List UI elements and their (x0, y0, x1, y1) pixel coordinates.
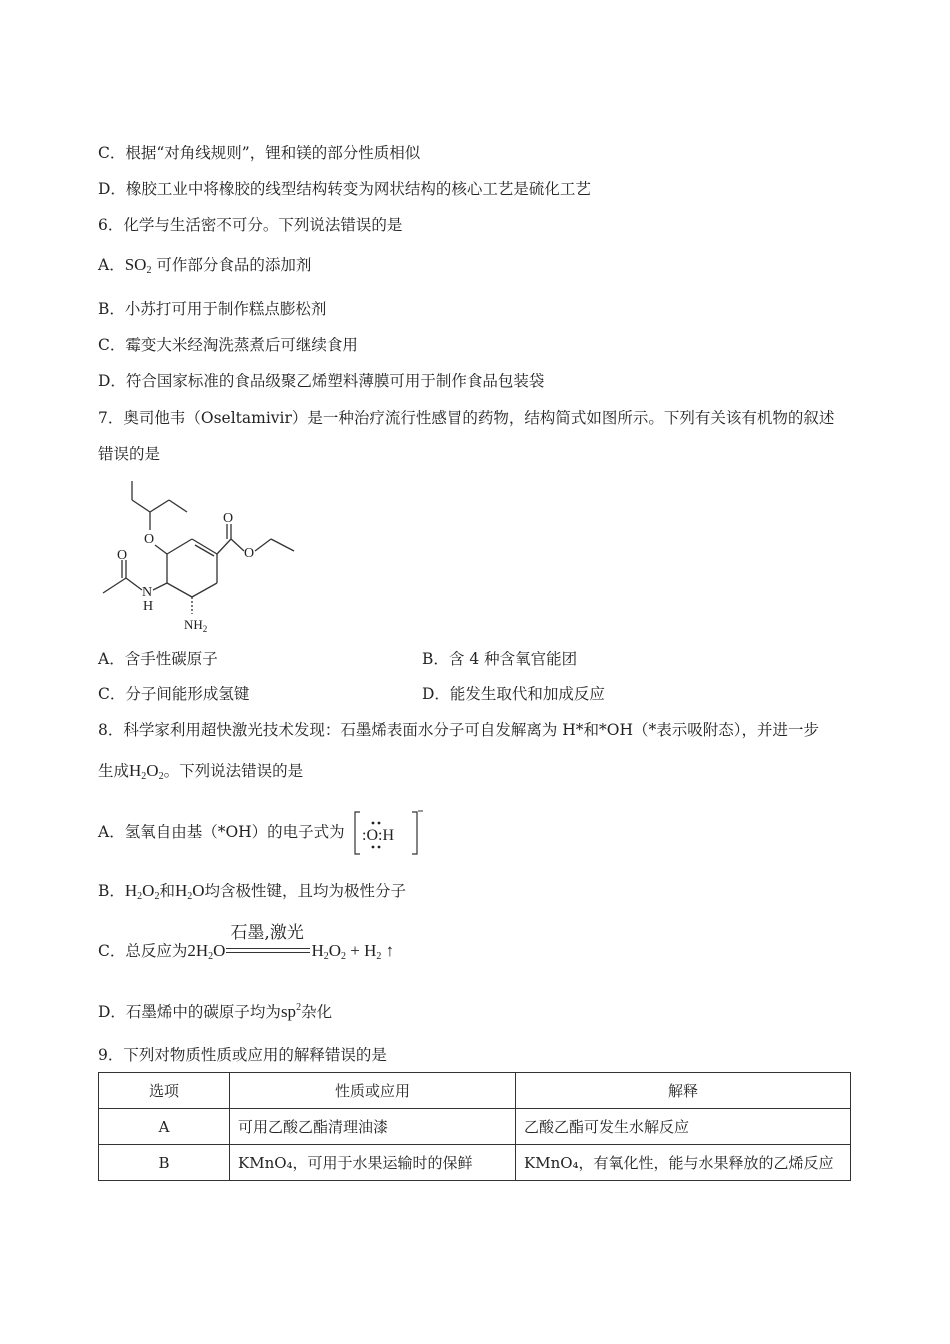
q7-stem-line2: 错误的是 (98, 445, 161, 463)
cell-property: KMnO₄，可用于水果运输时的保鲜 (230, 1145, 516, 1181)
hydroxyl-electron-dot (352, 808, 424, 858)
header-explanation: 解释 (516, 1073, 851, 1109)
q8-a-prefix: A．氢氧自由基（*OH）的电子式为 (98, 823, 345, 841)
h2o2-formula-b: $H_2O_2$ (124, 881, 160, 902)
table-row (99, 1145, 851, 1181)
q8-stem2-prefix: 生成 (98, 762, 130, 780)
q6-option-d: D．符合国家标准的食品级聚乙烯塑料薄膜可用于制作食品包装袋 (98, 372, 545, 390)
q8-d-prefix: D．石墨烯中的碳原子均为 (98, 1003, 281, 1021)
q8-option-a (98, 820, 345, 842)
products: $H_2O_2 + H_2$ ↑ (311, 941, 395, 962)
q7-option-d: D．能发生取代和加成反应 (422, 685, 605, 703)
q8-c-prefix: C．总反应为 (98, 942, 188, 960)
q8-stem-line1: 8．科学家利用超快激光技术发现：石墨烯表面水分子可自发解离为 H*和*OH（*表示吸附态），并进一步 (98, 721, 820, 739)
header-property: 性质或应用 (230, 1073, 516, 1109)
reactant-2h2o: $2H_2O$ (187, 941, 226, 962)
q6-option-a (98, 253, 311, 276)
cell-property: 可用乙酸乙酯清理油漆 (230, 1109, 516, 1145)
q8-b-mid: 和 (159, 882, 175, 900)
q9-stem: 9．下列对物质性质或应用的解释错误的是 (98, 1046, 387, 1064)
o-amide-label: O (117, 548, 128, 563)
nh2-subscript: 2 (202, 624, 208, 634)
q5-option-d: D．橡胶工业中将橡胶的线型结构转变为网状结构的核心工艺是硫化工艺 (98, 180, 591, 198)
q8-d-suffix: 杂化 (301, 1003, 333, 1021)
q7-option-c: C．分子间能形成氢键 (98, 685, 250, 703)
so2-subscript: 2 (146, 265, 152, 276)
oseltamivir-structure (95, 472, 310, 637)
h-amide-label: H (143, 599, 154, 614)
o-ether-label: O (144, 532, 155, 547)
q7-option-b: B．含 4 种含氧官能团 (422, 650, 578, 668)
h2o-formula-b: $H_2O$ (174, 881, 205, 902)
table-row (99, 1109, 851, 1145)
nh2-label (184, 617, 207, 634)
electron-dot-formula: :O:H (362, 827, 394, 844)
nh2-text: NH (184, 617, 203, 632)
q8-option-b (98, 879, 406, 902)
cell-explanation: 乙酸乙酯可发生水解反应 (516, 1109, 851, 1145)
q8-b-prefix: B． (98, 882, 125, 900)
o-carbonyl-label: O (223, 511, 234, 526)
header-option: 选项 (99, 1073, 230, 1109)
sp2-formula (281, 1002, 301, 1021)
q6-option-c: C．霉变大米经淘洗蒸煮后可继续食用 (98, 336, 358, 354)
q5-option-c: C．根据“对角线规则”，锂和镁的部分性质相似 (98, 144, 421, 162)
sp-superscript: 2 (296, 1002, 302, 1013)
sp-text: sp (280, 1002, 297, 1021)
n-amide-label: N (142, 585, 153, 600)
cell-explanation: KMnO₄，有氧化性，能与水果释放的乙烯反应 (516, 1145, 851, 1181)
equals-bar (226, 952, 310, 953)
q8-stem2-suffix: 。下列说法错误的是 (163, 762, 304, 780)
q9-table (98, 1072, 851, 1181)
q8-stem-line2 (98, 759, 303, 782)
table-header-row (99, 1073, 851, 1109)
reaction-condition: 石墨,激光 (230, 923, 304, 943)
equals-bar (226, 948, 310, 949)
so2-text: SO (124, 255, 147, 274)
q7-stem-line1: 7．奥司他韦（Oseltamivir）是一种治疗流行性感冒的药物，结构简式如图所示。下列有关该有机物的叙述 (98, 409, 835, 427)
cell-option: A (99, 1109, 230, 1145)
q8-option-d (98, 1000, 332, 1022)
q6-stem: 6．化学与生活密不可分。下列说法错误的是 (98, 216, 403, 234)
q6-a-formula (125, 255, 152, 274)
cell-option: B (99, 1145, 230, 1181)
q6-a-prefix: A． (98, 256, 125, 274)
q8-option-c (98, 923, 395, 962)
q8-b-suffix: 均含极性键，且均为极性分子 (204, 882, 407, 900)
h2o2-formula: $H_2O_2$ (129, 761, 164, 782)
o-ester-label: O (244, 546, 255, 561)
q6-a-suffix: 可作部分食品的添加剂 (156, 256, 312, 274)
q7-option-a: A．含手性碳原子 (98, 650, 218, 668)
q6-option-b: B．小苏打可用于制作糕点膨松剂 (98, 300, 327, 318)
reaction-arrow (226, 923, 310, 962)
